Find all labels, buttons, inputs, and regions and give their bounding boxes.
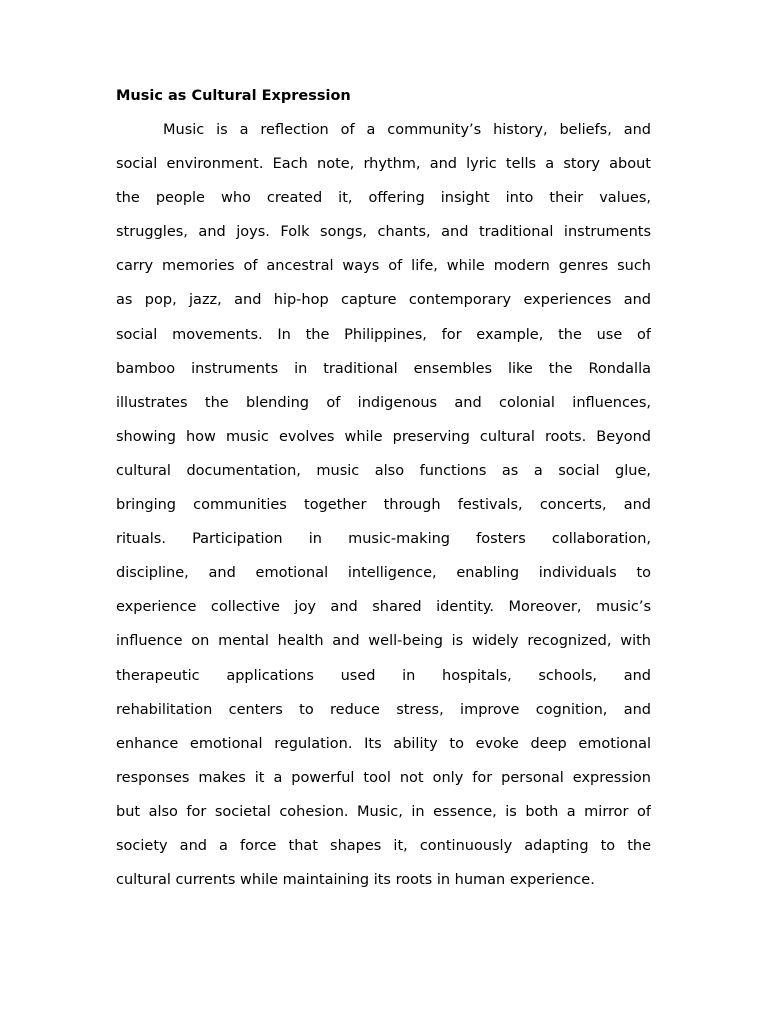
paragraph-line: cultural documentation, music also functions as a social glue, xyxy=(116,462,651,479)
paragraph-line: struggles, and joys. Folk songs, chants, and traditional instruments xyxy=(116,224,651,241)
paragraph-line: experience collective joy and shared identity. Moreover, music’s xyxy=(116,599,651,616)
paragraph-line: bamboo instruments in traditional ensembles like the Rondalla xyxy=(116,360,651,377)
paragraph-line: but also for societal cohesion. Music, in essence, is both a mirror of xyxy=(116,803,651,820)
body-paragraph xyxy=(116,113,651,897)
paragraph-line: rituals. Participation in music-making fosters collaboration, xyxy=(116,531,651,548)
paragraph-line: social movements. In the Philippines, for example, the use of xyxy=(116,326,651,343)
paragraph-line: cultural currents while maintaining its roots in human experience. xyxy=(116,872,595,889)
document-title: Music as Cultural Expression xyxy=(116,88,351,104)
paragraph-line: enhance emotional regulation. Its ability to evoke deep emotional xyxy=(116,735,651,752)
paragraph-line: carry memories of ancestral ways of life, while modern genres such xyxy=(116,258,651,275)
paragraph-line: bringing communities together through festivals, concerts, and xyxy=(116,497,651,514)
paragraph-line: influence on mental health and well-being is widely recognized, with xyxy=(116,633,651,650)
paragraph-line: the people who created it, offering insight into their values, xyxy=(116,190,651,207)
paragraph-line: rehabilitation centers to reduce stress, improve cognition, and xyxy=(116,701,651,718)
paragraph-line: as pop, jazz, and hip-hop capture contemporary experiences and xyxy=(116,292,651,309)
paragraph-line: showing how music evolves while preserving cultural roots. Beyond xyxy=(116,428,651,445)
paragraph-line: discipline, and emotional intelligence, enabling individuals to xyxy=(116,565,651,582)
paragraph-line: responses makes it a powerful tool not only for personal expression xyxy=(116,769,651,786)
paragraph-line: illustrates the blending of indigenous and colonial influences, xyxy=(116,394,651,411)
paragraph-line: society and a force that shapes it, continuously adapting to the xyxy=(116,837,651,854)
paragraph-line: social environment. Each note, rhythm, and lyric tells a story about xyxy=(116,156,651,173)
paragraph-line: therapeutic applications used in hospitals, schools, and xyxy=(116,667,651,684)
paragraph-line: Music is a reflection of a community’s history, beliefs, and xyxy=(163,122,651,138)
